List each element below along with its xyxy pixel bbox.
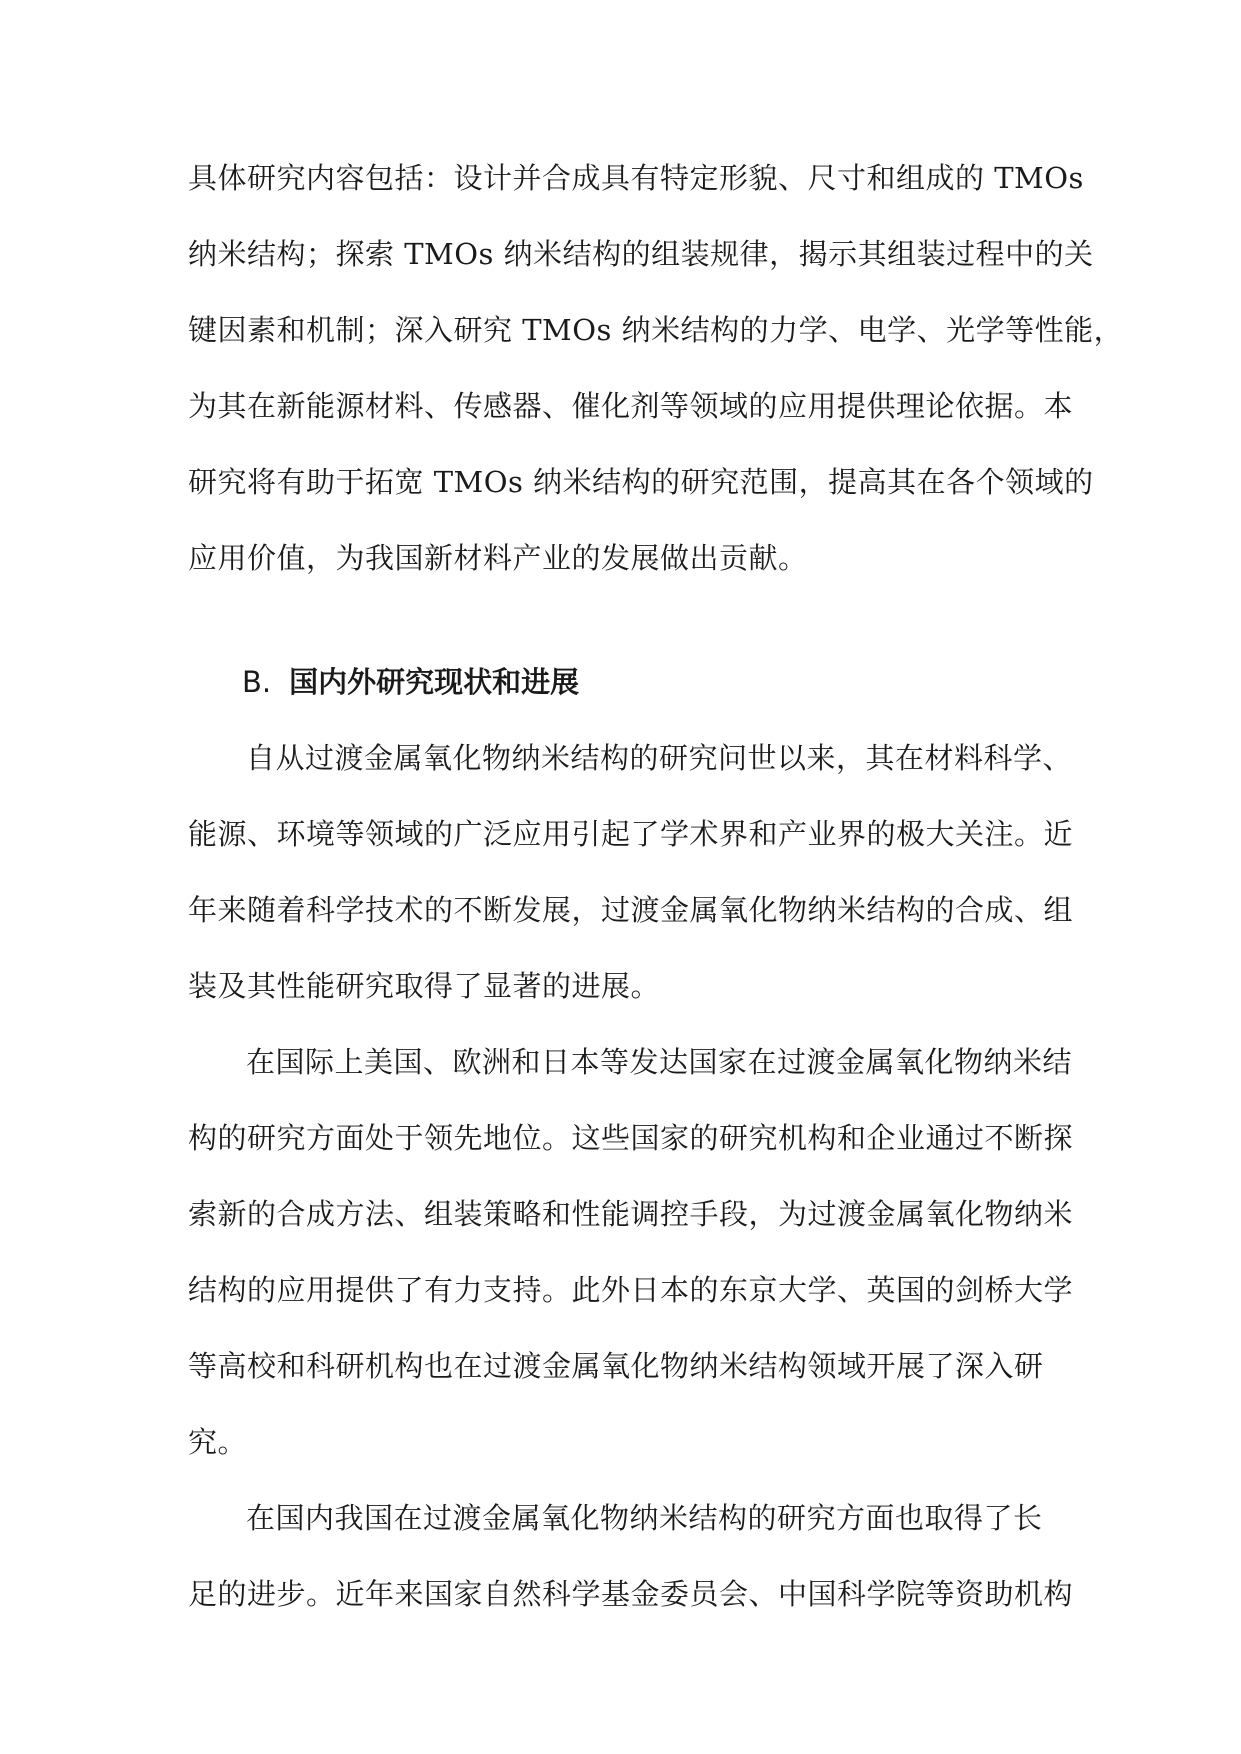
text-line: 装及其性能研究取得了显著的进展。 [188, 969, 661, 1003]
text-line: 索新的合成方法、组装策略和性能调控手段，为过渡金属氧化物纳米 [188, 1197, 1074, 1231]
text-line: 自从过渡金属氧化物纳米结构的研究问世以来，其在材料科学、 [246, 741, 1073, 775]
text-line: 构的研究方面处于领先地位。这些国家的研究机构和企业通过不断探 [188, 1121, 1074, 1155]
text-line: 在国际上美国、欧洲和日本等发达国家在过渡金属氧化物纳米结 [246, 1045, 1073, 1079]
text-line: 能源、环境等领域的广泛应用引起了学术界和产业界的极大关注。近 [188, 817, 1074, 851]
text-line: 键因素和机制；深入研究 TMOs 纳米结构的力学、电学、光学等性能， [188, 313, 1124, 347]
text-line: 结构的应用提供了有力支持。此外日本的东京大学、英国的剑桥大学 [188, 1273, 1074, 1307]
section-heading [188, 644, 1068, 720]
text-line: 纳米结构；探索 TMOs 纳米结构的组装规律，揭示其组装过程中的关 [188, 237, 1094, 271]
paragraph-international [188, 1024, 1074, 1480]
text-line: 为其在新能源材料、传感器、催化剂等领域的应用提供理论依据。本 [188, 389, 1074, 423]
text-line: 等高校和科研机构也在过渡金属氧化物纳米结构领域开展了深入研 [188, 1349, 1044, 1383]
text-line: 应用价值，为我国新材料产业的发展做出贡献。 [188, 541, 808, 575]
section-spacer [188, 596, 1068, 644]
text-line: 具体研究内容包括：设计并合成具有特定形貌、尺寸和组成的 TMOs [188, 161, 1084, 195]
text-line: 研究将有助于拓宽 TMOs 纳米结构的研究范围，提高其在各个领域的 [188, 465, 1094, 499]
text-line: 足的进步。近年来国家自然科学基金委员会、中国科学院等资助机构 [188, 1577, 1074, 1611]
text-line: 究。 [188, 1425, 248, 1459]
section-title: 国内外研究现状和进展 [289, 665, 580, 699]
section-number: B. [242, 665, 272, 699]
document-body [188, 140, 1124, 1632]
paragraph-research-content [188, 140, 1124, 596]
paragraph-overview [188, 720, 1074, 1024]
paragraph-domestic [188, 1480, 1074, 1632]
text-line: 在国内我国在过渡金属氧化物纳米结构的研究方面也取得了长 [246, 1501, 1043, 1535]
text-line: 年来随着科学技术的不断发展，过渡金属氧化物纳米结构的合成、组 [188, 893, 1074, 927]
